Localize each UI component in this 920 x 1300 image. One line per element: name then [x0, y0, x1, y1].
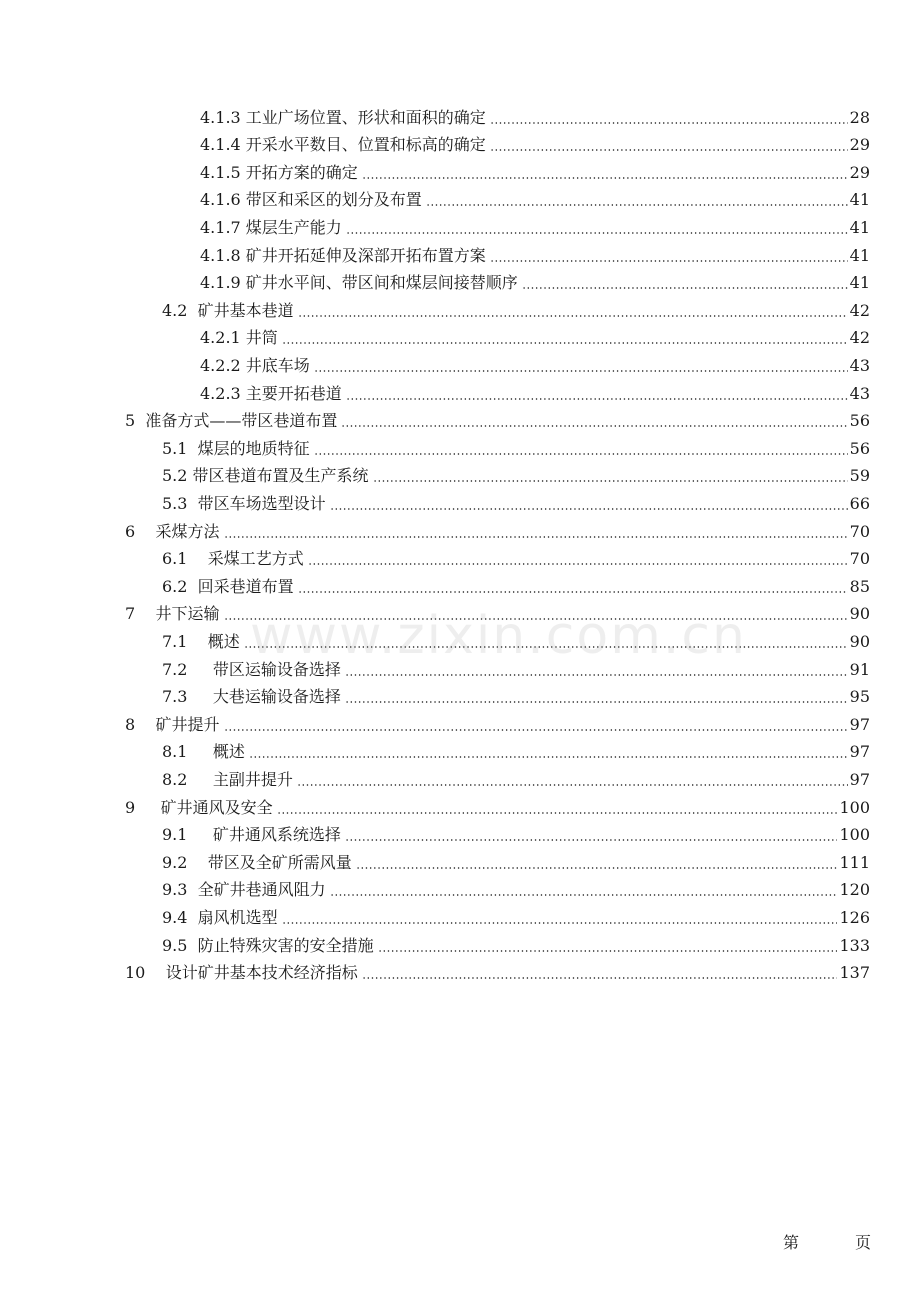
- toc-entry-label: 5.2 带区巷道布置及生产系统: [162, 466, 369, 486]
- toc-entry[interactable]: [125, 514, 870, 542]
- toc-entry[interactable]: [125, 404, 870, 432]
- dot-leader: [346, 398, 848, 400]
- toc-entry-label: 5.1 煤层的地质特征: [162, 438, 310, 458]
- toc-entry[interactable]: [200, 100, 870, 128]
- dot-leader: [356, 867, 838, 869]
- dot-leader: [308, 563, 848, 565]
- footer-ye: 页: [855, 1233, 872, 1252]
- dot-leader: [490, 122, 848, 124]
- toc-entry[interactable]: [162, 431, 870, 459]
- toc-entry-label: 7.2 带区运输设备选择: [162, 659, 341, 679]
- toc-entry-page: 126: [839, 907, 870, 927]
- toc-entry-page: 133: [839, 935, 870, 955]
- toc-entry-page: 42: [849, 328, 870, 348]
- toc-entry[interactable]: [125, 956, 870, 984]
- toc-entry-label: 4.1.3 工业广场位置、形状和面积的确定: [200, 107, 486, 127]
- toc-entry-label: 9.5 防止特殊灾害的安全措施: [162, 935, 374, 955]
- dot-leader: [314, 370, 848, 372]
- toc-entry-page: 97: [849, 769, 870, 789]
- toc-entry-page: 29: [849, 162, 870, 182]
- dot-leader: [244, 646, 848, 648]
- toc-entry-label: 4.1.9 矿井水平间、带区间和煤层间接替顺序: [200, 273, 518, 293]
- toc-entry-page: 100: [839, 797, 870, 817]
- toc-entry-label: 7 井下运输: [125, 604, 220, 624]
- toc-entry-page: 91: [849, 659, 870, 679]
- dot-leader: [426, 204, 848, 206]
- toc-entry-page: 42: [849, 300, 870, 320]
- dot-leader: [330, 894, 838, 896]
- dot-leader: [282, 342, 848, 344]
- dot-leader: [345, 839, 838, 841]
- toc-entry-label: 6 采煤方法: [125, 521, 220, 541]
- toc-entry[interactable]: [162, 928, 870, 956]
- toc-entry[interactable]: [162, 652, 870, 680]
- dot-leader: [490, 260, 848, 262]
- dot-leader: [490, 149, 848, 151]
- dot-leader: [298, 591, 848, 593]
- dot-leader: [249, 756, 848, 758]
- toc-entry-label: 4.2.1 井筒: [200, 328, 278, 348]
- dot-leader: [373, 480, 848, 482]
- toc-entry-label: 8.2 主副井提升: [162, 769, 293, 789]
- dot-leader: [341, 425, 847, 427]
- toc-entry-page: 90: [849, 604, 870, 624]
- toc-entry-label: 9.4 扇风机选型: [162, 907, 278, 927]
- toc-entry[interactable]: [200, 376, 870, 404]
- toc-entry[interactable]: [162, 873, 870, 901]
- toc-entry-page: 41: [849, 217, 870, 237]
- toc-entry[interactable]: [162, 735, 870, 763]
- toc-entry[interactable]: [200, 348, 870, 376]
- toc-entry-label: 4.1.5 开拓方案的确定: [200, 162, 358, 182]
- dot-leader: [297, 784, 848, 786]
- toc-entry[interactable]: [162, 624, 870, 652]
- toc-entry[interactable]: [125, 707, 870, 735]
- toc-entry-label: 7.1 概述: [162, 631, 240, 651]
- toc-entry-page: 56: [849, 438, 870, 458]
- toc-entry[interactable]: [200, 155, 870, 183]
- toc-entry[interactable]: [162, 486, 870, 514]
- toc-entry[interactable]: [200, 238, 870, 266]
- toc-entry-label: 4.1.7 煤层生产能力: [200, 217, 342, 237]
- toc-entry[interactable]: [162, 900, 870, 928]
- toc-entry-label: 6.1 采煤工艺方式: [162, 549, 304, 569]
- footer-di: 第: [783, 1233, 800, 1252]
- toc-entry-page: 66: [849, 493, 870, 513]
- toc-entry[interactable]: [162, 818, 870, 846]
- toc-entry-page: 95: [849, 687, 870, 707]
- toc-entry-label: 8.1 概述: [162, 742, 245, 762]
- toc-entry-label: 4.2.3 主要开拓巷道: [200, 383, 342, 403]
- toc-entry-page: 43: [849, 383, 870, 403]
- toc-entry-page: 85: [849, 576, 870, 596]
- toc-entry-page: 70: [849, 521, 870, 541]
- toc-entry[interactable]: [125, 790, 870, 818]
- toc-entry-label: 7.3 大巷运输设备选择: [162, 687, 341, 707]
- toc-entry-label: 5.3 带区车场选型设计: [162, 493, 326, 513]
- toc-entry-label: 4.2.2 井底车场: [200, 355, 310, 375]
- toc-entry-label: 9 矿井通风及安全: [125, 797, 273, 817]
- toc-entry-page: 120: [839, 880, 870, 900]
- dot-leader: [224, 729, 848, 731]
- toc-entry-page: 29: [849, 135, 870, 155]
- toc-entry[interactable]: [200, 321, 870, 349]
- toc-entry-label: 4.1.4 开采水平数目、位置和标高的确定: [200, 135, 486, 155]
- toc-entry[interactable]: [162, 680, 870, 708]
- toc-entry-label: 4.2 矿井基本巷道: [162, 300, 294, 320]
- dot-leader: [224, 618, 848, 620]
- toc-entry-page: 90: [849, 631, 870, 651]
- toc-entry-label: 6.2 回采巷道布置: [162, 576, 294, 596]
- toc-entry[interactable]: [200, 183, 870, 211]
- toc-entry-page: 70: [849, 549, 870, 569]
- dot-leader: [346, 232, 848, 234]
- toc-entry-page: 41: [849, 245, 870, 265]
- dot-leader: [345, 674, 848, 676]
- toc-entry-page: 97: [849, 714, 870, 734]
- toc-entry[interactable]: [200, 128, 870, 156]
- toc-entry-label: 9.3 全矿井巷通风阻力: [162, 880, 326, 900]
- toc-entry-page: 137: [839, 963, 870, 983]
- dot-leader: [378, 950, 838, 952]
- toc-entry[interactable]: [162, 542, 870, 570]
- watermark: www.zixin.com.cn: [250, 606, 747, 666]
- toc-entry-label: 10 设计矿井基本技术经济指标: [125, 963, 358, 983]
- toc-entry[interactable]: [162, 569, 870, 597]
- toc-entry-page: 56: [849, 411, 870, 431]
- dot-leader: [362, 977, 838, 979]
- toc-entry-label: 4.1.6 带区和采区的划分及布置: [200, 190, 422, 210]
- dot-leader: [345, 701, 848, 703]
- toc-entry-label: 9.2 带区及全矿所需风量: [162, 852, 352, 872]
- toc-entry[interactable]: [200, 210, 870, 238]
- toc-entry[interactable]: [162, 293, 870, 321]
- dot-leader: [522, 287, 848, 289]
- toc-entry-page: 43: [849, 355, 870, 375]
- dot-leader: [282, 922, 838, 924]
- toc-entry[interactable]: [162, 845, 870, 873]
- toc-entry-label: 8 矿井提升: [125, 714, 220, 734]
- dot-leader: [298, 315, 848, 317]
- toc-entry-page: 41: [849, 190, 870, 210]
- dot-leader: [330, 508, 848, 510]
- toc-entry-label: 4.1.8 矿井开拓延伸及深部开拓布置方案: [200, 245, 486, 265]
- toc-entry-label: 5 准备方式——带区巷道布置: [125, 411, 338, 431]
- toc-entry-page: 100: [839, 825, 870, 845]
- dot-leader: [277, 812, 838, 814]
- toc-entry-page: 28: [849, 107, 870, 127]
- toc-entry-page: 111: [839, 852, 870, 872]
- toc-entry[interactable]: [200, 266, 870, 294]
- dot-leader: [314, 453, 848, 455]
- toc-entry-page: 41: [849, 273, 870, 293]
- toc-entry-page: 97: [849, 742, 870, 762]
- toc-entry[interactable]: [162, 459, 870, 487]
- toc-entry-label: 9.1 矿井通风系统选择: [162, 825, 341, 845]
- toc-entry-page: 59: [849, 466, 870, 486]
- toc-entry[interactable]: [162, 762, 870, 790]
- dot-leader: [362, 177, 848, 179]
- toc-entry[interactable]: [125, 597, 870, 625]
- dot-leader: [224, 536, 848, 538]
